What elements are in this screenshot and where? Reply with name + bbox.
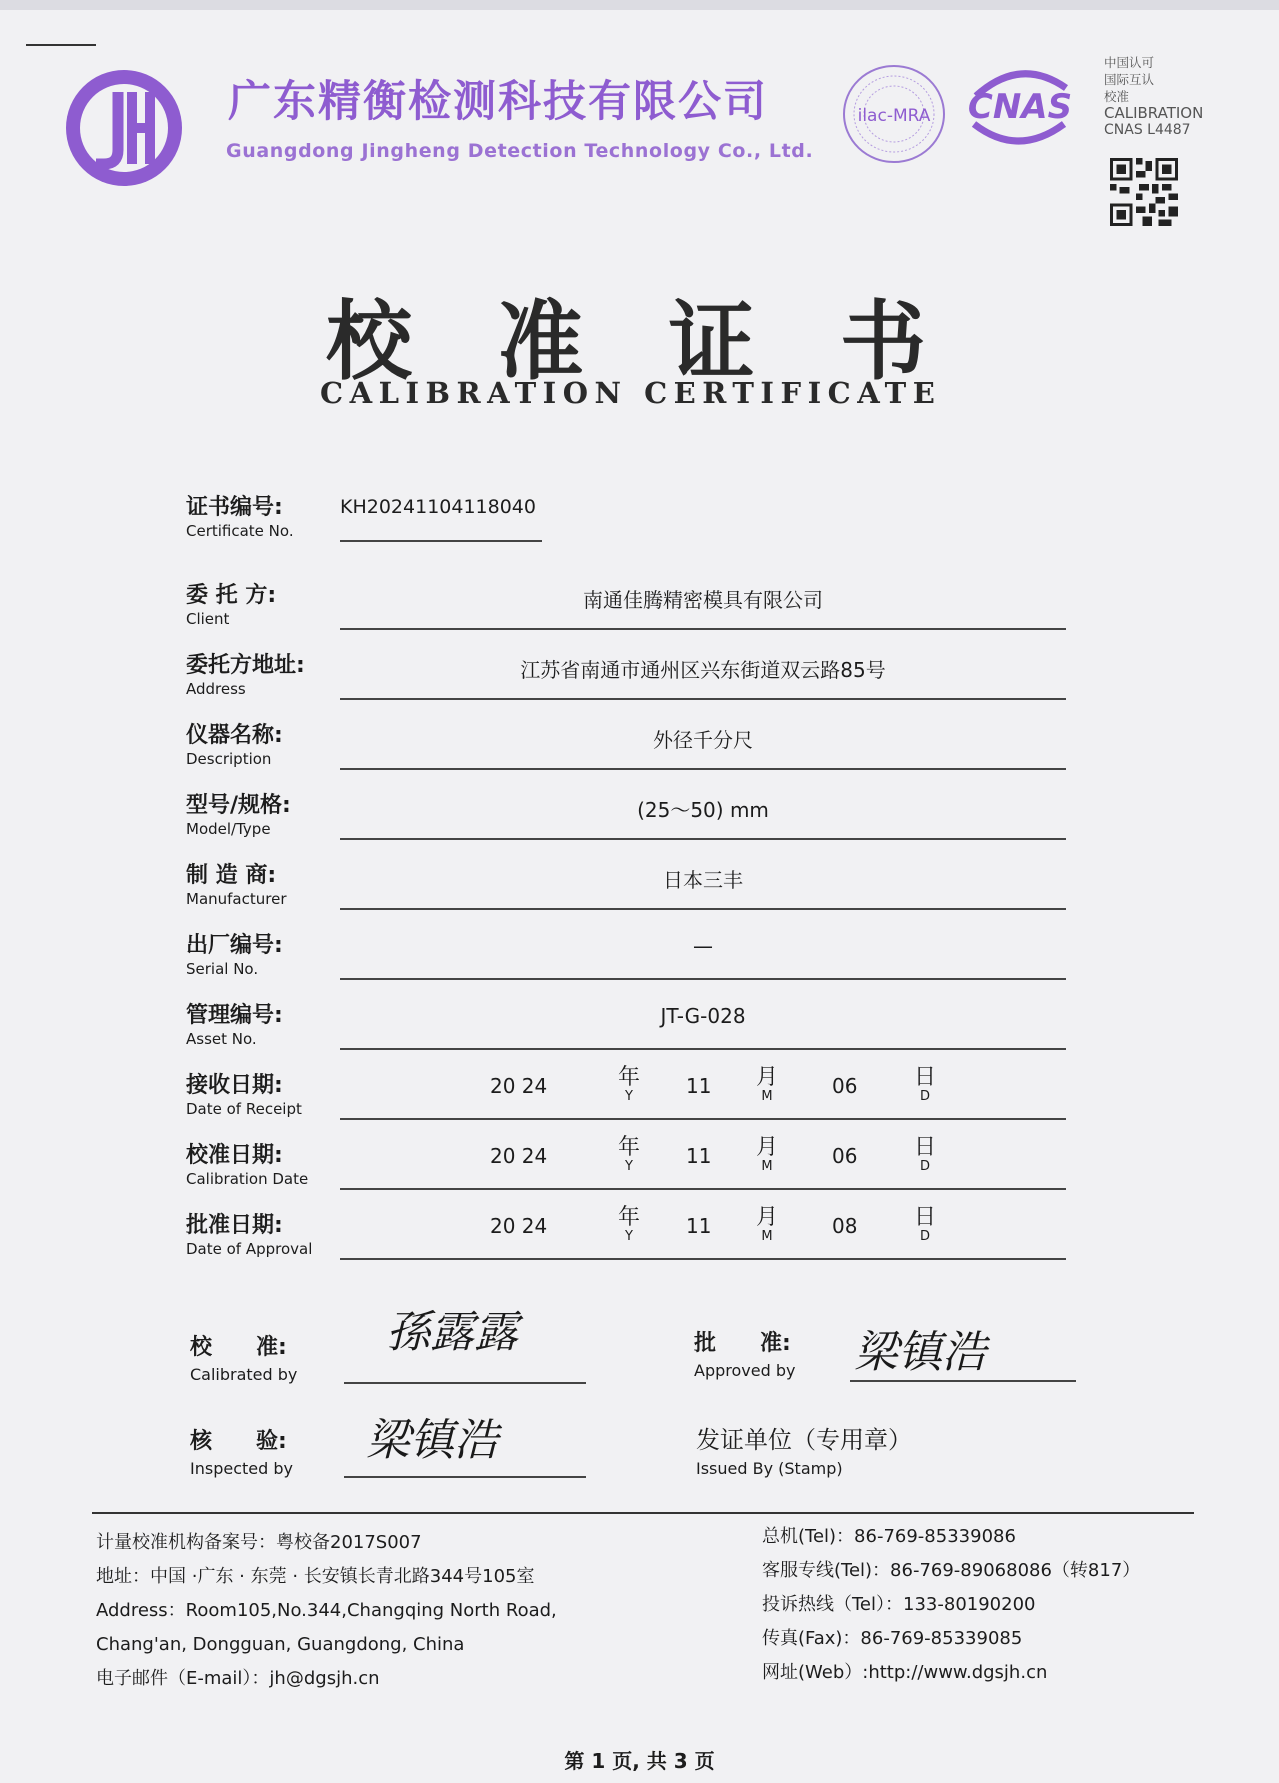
month-unit-cn: 月	[755, 1065, 778, 1090]
calibrated-by-label-cn: 校 准:	[190, 1335, 287, 1360]
title-char: 书	[839, 291, 926, 392]
month-unit-en: M	[761, 1089, 773, 1104]
page-number: 第 1 页, 共 3 页	[564, 1749, 715, 1773]
date-month: 11	[686, 1074, 712, 1098]
approver-signature: 梁镇浩	[854, 1327, 986, 1378]
field-value: JT-G-028	[660, 1004, 746, 1028]
company-name-en: Guangdong Jingheng Detection Technology Co., Ltd.	[226, 140, 814, 162]
month-unit-cn: 月	[755, 1135, 778, 1160]
field-label-en: Description	[186, 750, 272, 768]
field-underline	[340, 838, 1066, 840]
field-value: 南通佳腾精密模具有限公司	[583, 588, 823, 612]
day-unit-cn: 日	[913, 1205, 936, 1230]
field-label-en: Model/Type	[186, 820, 271, 838]
tel-service: 客服专线(Tel)：86-769-89068086（转817）	[762, 1560, 1141, 1581]
issued-by-label	[696, 1420, 912, 1478]
month-unit	[752, 1130, 782, 1174]
field-label-cn: 委托方地址:	[186, 653, 305, 678]
year-unit	[614, 1060, 644, 1104]
inspected-by-label-cn: 核 验:	[190, 1429, 287, 1454]
day-unit-en: D	[919, 1089, 930, 1104]
accreditation-text	[1104, 54, 1203, 139]
tel-main: 总机(Tel)：86-769-85339086	[762, 1526, 1016, 1547]
date-day: 08	[832, 1214, 858, 1238]
address-en-line1: Address：Room105,No.344,Changqing North Road,	[96, 1600, 557, 1621]
date-month: 11	[686, 1214, 712, 1238]
day-unit-en: D	[919, 1229, 930, 1244]
field-label-cn: 仪器名称:	[186, 723, 283, 748]
accreditation-line: 中国认可	[1104, 55, 1155, 70]
field-label-cn: 委 托 方:	[186, 583, 277, 608]
year-unit-cn: 年	[617, 1205, 640, 1230]
title-char: 准	[497, 291, 584, 392]
field-label-cn: 证书编号:	[186, 495, 283, 520]
field-underline	[340, 768, 1066, 770]
year-unit	[614, 1130, 644, 1174]
calibrator-signature: 孫露露	[386, 1307, 518, 1358]
year-unit-en: Y	[625, 1159, 633, 1174]
field-value: 江苏省南通市通州区兴东街道双云路85号	[520, 658, 886, 682]
website-link[interactable]: 网址(Web）:http://www.dgsjh.cn	[762, 1662, 1048, 1683]
day-unit	[910, 1130, 940, 1174]
field-value: 外径千分尺	[653, 728, 753, 752]
field-label-cn: 管理编号:	[186, 1003, 283, 1028]
filing-number: 计量校准机构备案号：粤校备2017S007	[96, 1532, 422, 1553]
field-label-cn: 出厂编号:	[186, 933, 283, 958]
day-unit-cn: 日	[913, 1135, 936, 1160]
field-value: 日本三丰	[663, 868, 743, 892]
company-logo-icon	[62, 66, 186, 190]
year-unit-cn: 年	[617, 1135, 640, 1160]
field-underline	[340, 698, 1066, 700]
field-label-cn: 制 造 商:	[186, 863, 277, 888]
field-value: (25～50) mm	[637, 798, 769, 822]
inspected-by-underline	[344, 1476, 586, 1478]
field-date-approval	[186, 1205, 1066, 1268]
qr-code-icon[interactable]	[1110, 158, 1178, 226]
ilac-mra-seal-icon	[840, 62, 948, 166]
field-description	[186, 718, 1066, 778]
issued-by-label-en: Issued By (Stamp)	[696, 1459, 843, 1478]
field-label-en: Client	[186, 610, 230, 628]
inspected-by-label-en: Inspected by	[190, 1459, 293, 1478]
approved-by-label-en: Approved by	[694, 1361, 796, 1380]
day-unit-cn: 日	[913, 1065, 936, 1090]
accreditation-line: CALIBRATION	[1104, 104, 1204, 122]
day-unit-en: D	[919, 1159, 930, 1174]
year-unit-en: Y	[625, 1229, 633, 1244]
field-underline	[340, 1258, 1066, 1260]
field-underline	[340, 1188, 1066, 1190]
field-label-en: Calibration Date	[186, 1170, 309, 1188]
sheet-edge	[0, 0, 1279, 10]
day-unit	[910, 1200, 940, 1244]
date-year: 20 24	[490, 1144, 548, 1168]
inspector-signature: 梁镇浩	[366, 1415, 498, 1466]
field-underline	[340, 1118, 1066, 1120]
accreditation-line: 校准	[1104, 89, 1130, 104]
field-label-en: Asset No.	[186, 1030, 257, 1048]
month-unit	[752, 1060, 782, 1104]
address-en-line2: Chang'an, Dongguan, Guangdong, China	[96, 1634, 465, 1655]
field-underline	[340, 628, 1066, 630]
field-value: —	[693, 934, 713, 958]
field-label-cn: 批准日期:	[186, 1213, 283, 1238]
field-label-cn: 接收日期:	[186, 1073, 283, 1098]
inspected-by-label	[190, 1424, 293, 1478]
company-name-cn: 广东精衡检测科技有限公司	[228, 77, 768, 127]
year-unit-en: Y	[625, 1089, 633, 1104]
field-serial-no	[186, 928, 1066, 988]
field-asset-no	[186, 998, 1066, 1058]
field-label-en: Manufacturer	[186, 890, 287, 908]
date-year: 20 24	[490, 1214, 548, 1238]
field-client	[186, 578, 1066, 638]
accreditation-line: CNAS L4487	[1104, 122, 1191, 138]
approved-by-label-cn: 批 准:	[694, 1331, 791, 1356]
tel-complaint: 投诉热线（Tel）：133-80190200	[762, 1594, 1036, 1615]
date-month: 11	[686, 1144, 712, 1168]
title-char: 校	[326, 291, 412, 392]
day-unit	[910, 1060, 940, 1104]
field-certificate-no	[186, 490, 1066, 550]
date-year: 20 24	[490, 1074, 548, 1098]
address-cn: 地址：中国 ·广东 · 东莞 · 长安镇长青北路344号105室	[96, 1566, 535, 1587]
date-day: 06	[832, 1074, 858, 1098]
field-underline	[340, 1048, 1066, 1050]
field-underline	[340, 908, 1066, 910]
approved-by-label	[694, 1326, 795, 1380]
fax: 传真(Fax)：86-769-85339085	[762, 1628, 1023, 1649]
field-label-en: Date of Receipt	[186, 1100, 302, 1118]
issued-by-label-cn: 发证单位（专用章）	[696, 1426, 912, 1454]
field-model	[186, 788, 1066, 848]
certificate-title-en: CALIBRATION CERTIFICATE	[320, 376, 942, 410]
field-underline	[340, 978, 1066, 980]
field-address	[186, 648, 1066, 708]
footer-right	[762, 1520, 1140, 1690]
calibrated-by-underline	[344, 1382, 586, 1384]
email-link[interactable]: 电子邮件（E-mail）：jh@dgsjh.cn	[96, 1668, 380, 1689]
year-unit	[614, 1200, 644, 1244]
cnas-label: CNAS	[967, 87, 1073, 127]
field-label-en: Serial No.	[186, 960, 259, 978]
field-label-en: Certificate No.	[186, 522, 294, 540]
field-date-calibration	[186, 1135, 1066, 1198]
field-underline	[340, 540, 542, 542]
month-unit-en: M	[761, 1229, 773, 1244]
month-unit	[752, 1200, 782, 1244]
footer-left	[96, 1526, 557, 1696]
ilac-label: ilac-MRA	[857, 106, 931, 126]
date-day: 06	[832, 1144, 858, 1168]
top-rule	[26, 44, 96, 46]
field-manufacturer	[186, 858, 1066, 918]
field-label-cn: 校准日期:	[186, 1143, 283, 1168]
approved-by-underline	[850, 1380, 1076, 1382]
footer-rule	[92, 1512, 1194, 1514]
field-label-cn: 型号/规格:	[186, 793, 291, 818]
year-unit-cn: 年	[617, 1065, 640, 1090]
cnas-mark-icon	[958, 62, 1082, 152]
field-date-receipt	[186, 1065, 1066, 1128]
field-label-en: Address	[186, 680, 246, 698]
accreditation-line: 国际互认	[1104, 72, 1155, 87]
month-unit-en: M	[761, 1159, 773, 1174]
month-unit-cn: 月	[755, 1205, 778, 1230]
calibrated-by-label	[190, 1330, 297, 1384]
field-label-en: Date of Approval	[186, 1240, 313, 1258]
title-char: 证	[668, 291, 755, 392]
field-value: KH20241104118040	[340, 496, 536, 518]
calibrated-by-label-en: Calibrated by	[190, 1365, 298, 1384]
